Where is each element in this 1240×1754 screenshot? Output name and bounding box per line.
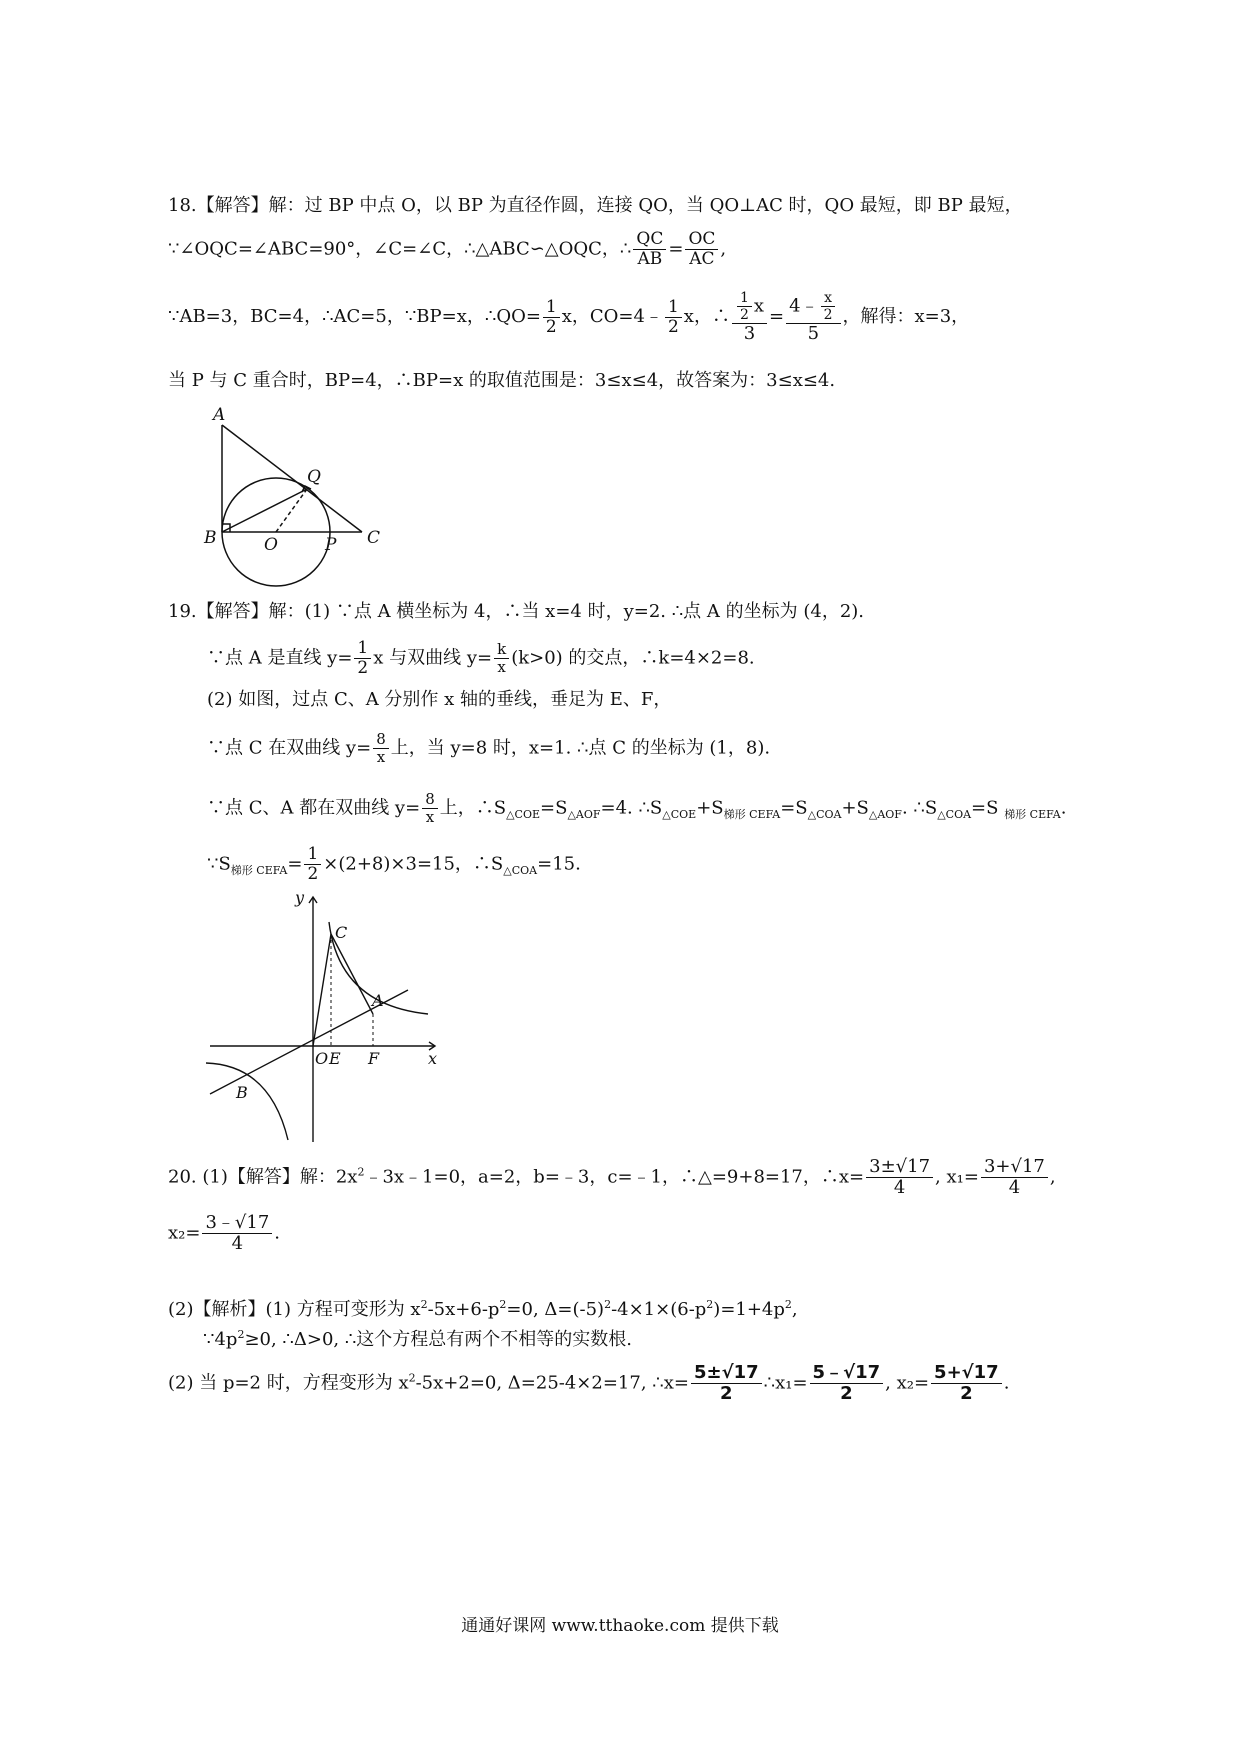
segment-ca: [331, 934, 373, 1014]
q20-line1: 20. (1)【解答】解：$2x^2﹣3x﹣1=0$，a=2，b=﹣3，c=﹣1，∴△=9+8=17，∴x= $\frac{3\pm√17}{4}$ , x₁= $\frac{3+√17}{4}$ ,: [168, 1156, 1056, 1198]
fraction-oc-ac: $\frac{OC}{AC}$: [685, 231, 718, 268]
label-a: A: [213, 405, 226, 425]
q18-line2: ∵∠OQC=∠ABC=90°，∠C=∠C，∴△ABC∽△OQC，∴ $\frac{QC}{AB}$ = $\frac{OC}{AC}$ ,: [168, 229, 727, 269]
footer-text: 通通好课网 www.tthaoke.com 提供下载: [461, 1616, 779, 1636]
fraction-half: $\frac{1}{2}$: [665, 299, 682, 336]
label-b: B: [236, 1083, 248, 1102]
q20-part2-line2: $\because 4p^2\ge 0$, ∴Δ>0, ∴这个方程总有两个不相等的实数根.: [203, 1328, 633, 1350]
q20-part2-line1: (2)【解析】(1) 方程可变形为 $x^2-5x+6-p^2=0$, $\Delta=(-5)^2-4\times 1\times(6-p^2)=1+4p^2$,: [168, 1298, 798, 1320]
fraction-half: $\frac{1}{2}$: [543, 299, 560, 336]
q18-line3: ∵AB=3，BC=4，∴AC=5，∵BP=x，∴QO= $\frac{1}{2}$ x，CO=4﹣ $\frac{1}{2}$ x，∴ $\frac{1}{2}$ x 3 = 4﹣ $\frac{x}{2}$ 5 ，解得：x=3，: [168, 290, 970, 344]
fraction-complex-2: 4﹣ $\frac{x}{2}$ 5: [786, 291, 840, 343]
label-b: B: [204, 528, 217, 548]
q19-line1: 19.【解答】解：(1) ∵点 A 横坐标为 4，∴当 x=4 时，y=2. ∴点 A 的坐标为 (4，2).: [168, 601, 865, 622]
geometry-figure-18: [196, 398, 396, 590]
segment-ac: [222, 425, 362, 532]
q20-line2: x₂= $\frac{3﹣√17}{4}$ .: [168, 1212, 281, 1254]
q19-line3: (2) 如图，过点 C、A 分别作 x 轴的垂线，垂足为 E、F，: [207, 689, 672, 710]
coordinate-figure-19: [200, 884, 450, 1146]
label-a: A: [372, 991, 384, 1010]
label-p: P: [325, 535, 337, 555]
label-e: E: [329, 1049, 341, 1068]
q19-line5: ∵点 C、A 都在双曲线 y= $\frac{8}{x}$ 上，$\therefore S_{\triangle COE}=S_{\triangle AOF}=4$. $\therefore S_{\triangle COE}+S_{梯形 CEFA}=S_{\triangle COA}+S_{\triangle AOF}$. $\therefore S_{\triangle COA}=S$ $_{梯形 CEFA}$.: [207, 790, 1067, 826]
q19-line2: ∵点 A 是直线 y= $\frac{1}{2}$ x 与双曲线 y= $\frac{k}{x}$ (k>0) 的交点，∴k=4×2=8.: [207, 638, 755, 678]
fraction-complex-1: $\frac{1}{2}$ x 3: [732, 291, 767, 343]
label-q: Q: [307, 467, 321, 487]
q18-line1: 18.【解答】解：过 BP 中点 O，以 BP 为直径作圆，连接 QO，当 QO⊥AC 时，QO 最短，即 BP 最短，: [168, 195, 1023, 216]
fraction-qc-ab: $\frac{QC}{AB}$: [633, 231, 666, 268]
label-o: O: [264, 535, 278, 555]
q19-line6: $\because S_{梯形 CEFA}=$ $\frac{1}{2}$ ×(2+8)×3=15，$\therefore S_{\triangle COA}=15$.: [207, 844, 581, 884]
label-c: C: [367, 528, 381, 548]
label-x: x: [428, 1049, 438, 1068]
q18-line4: 当 P 与 C 重合时，BP=4，∴BP=x 的取值范围是：3≤x≤4，故答案为：3≤x≤4.: [168, 370, 836, 391]
segment-bq: [222, 489, 307, 532]
segment-oq: [276, 489, 307, 532]
label-f: F: [368, 1049, 380, 1068]
label-y: y: [295, 888, 305, 907]
q20-part2-line3: (2) 当 p=2 时，方程变形为 $x^2-5x+2=0$, Δ=25-4×2=17, ∴x= $\frac{5\pm√17}{2}$ ∴x₁= $\frac{5﹣√17}{2}$ , x₂= $\frac{5+√17}{2}$ .: [168, 1362, 1010, 1404]
label-o: O: [315, 1049, 329, 1068]
label-c: C: [335, 923, 348, 942]
segment-oc: [313, 934, 331, 1046]
q19-line4: ∵点 C 在双曲线 y= $\frac{8}{x}$ 上，当 y=8 时，x=1. ∴点 C 的坐标为 (1，8).: [207, 730, 771, 766]
